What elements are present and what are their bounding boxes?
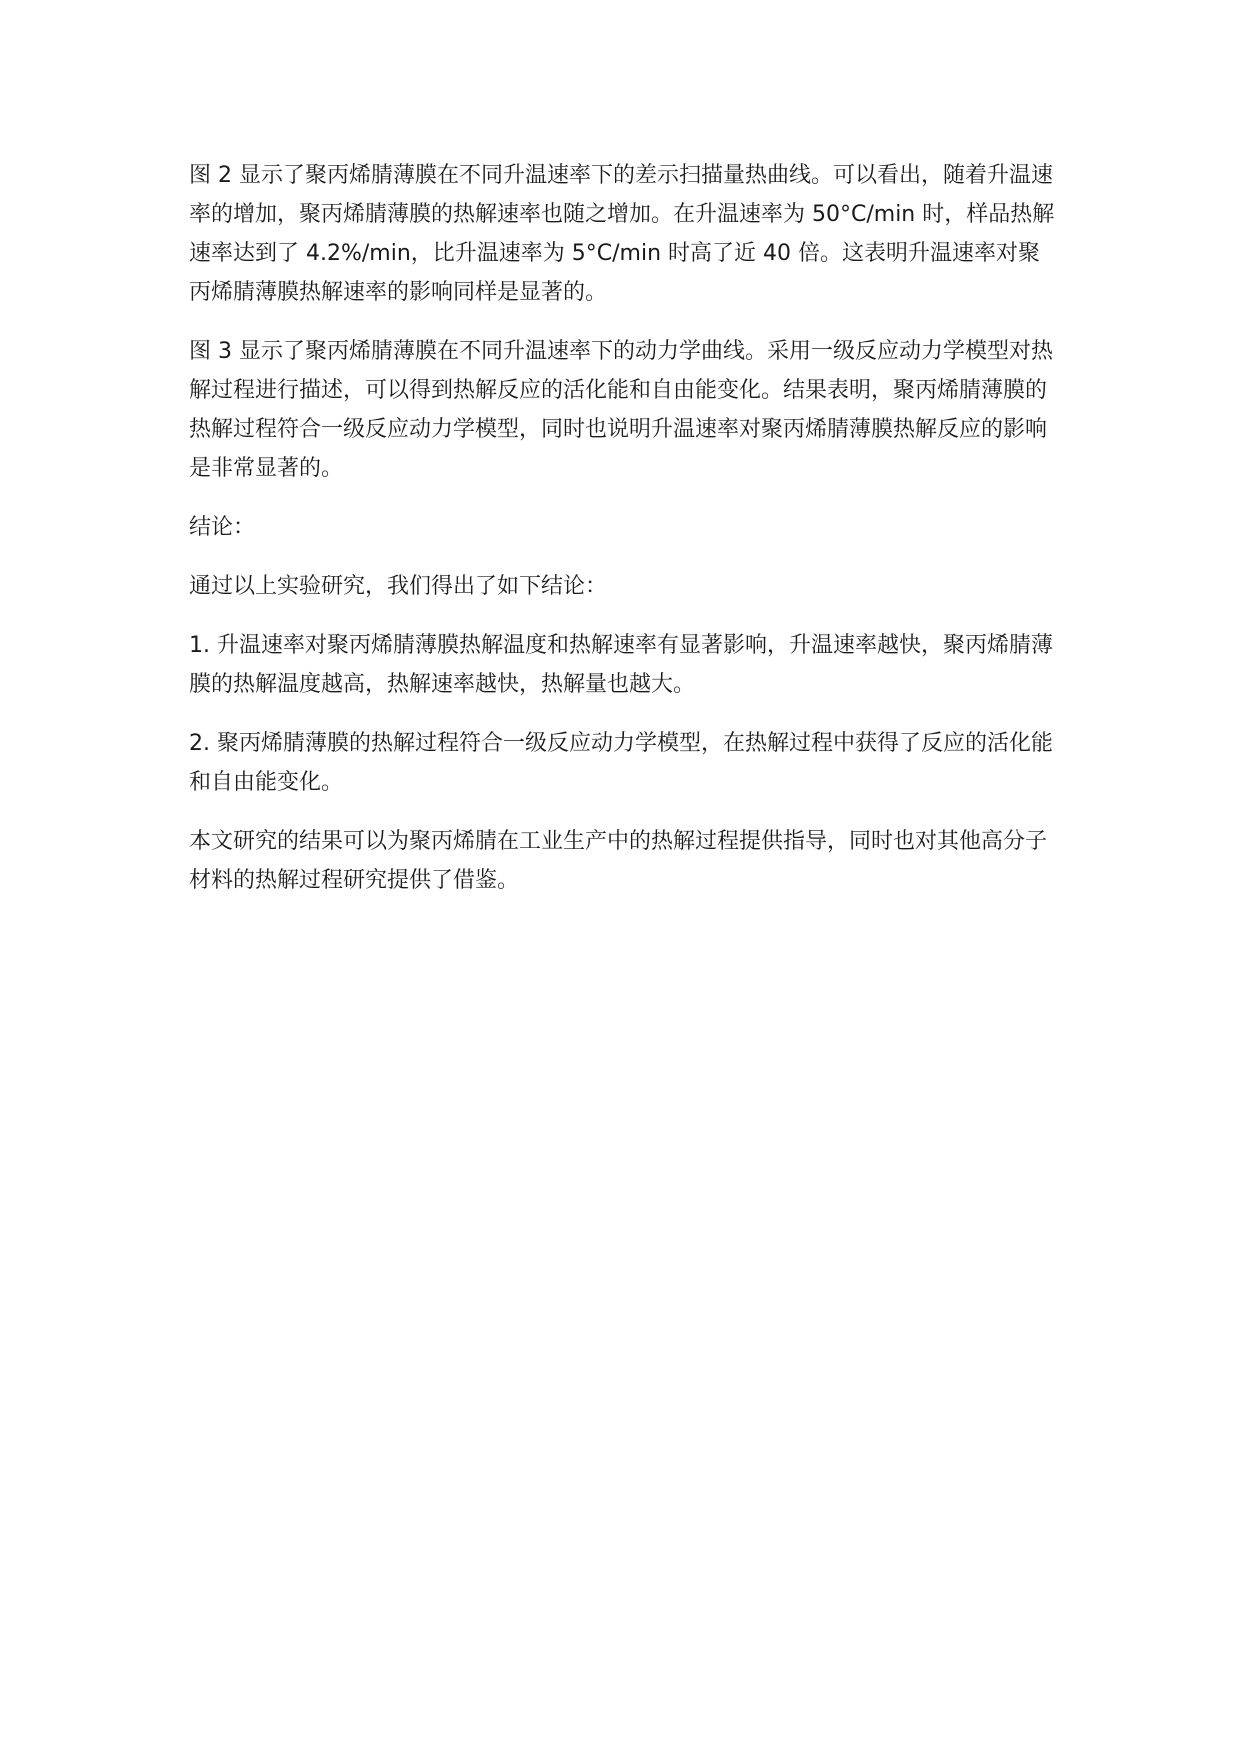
conclusion-item-1: 1. 升温速率对聚丙烯腈薄膜热解温度和热解速率有显著影响，升温速率越快，聚丙烯腈薄膜的热解温度越高，热解速率越快，热解量也越大。 [189, 633, 1053, 697]
conclusion-item-2: 2. 聚丙烯腈薄膜的热解过程符合一级反应动力学模型，在热解过程中获得了反应的活化能和自由能变化。 [189, 731, 1053, 795]
conclusion-heading: 结论： [189, 515, 256, 540]
paragraph-figure-3: 图 3 显示了聚丙烯腈薄膜在不同升温速率下的动力学曲线。采用一级反应动力学模型对热解过程进行描述，可以得到热解反应的活化能和自由能变化。结果表明，聚丙烯腈薄膜的热解过程符合一级反应动力学模型，同时也说明升温速率对聚丙烯腈薄膜热解反应的影响是非常显著的。 [189, 339, 1053, 481]
paragraph-figure-2: 图 2 显示了聚丙烯腈薄膜在不同升温速率下的差示扫描量热曲线。可以看出，随着升温速率的增加，聚丙烯腈薄膜的热解速率也随之增加。在升温速率为 50°C/min 时，样品热解速率达到了 4.2%/min，比升温速率为 5°C/min 时高了近 40 倍。这表明升温速率对聚丙烯腈薄膜热解速率的影响同样是显著的。 [189, 163, 1055, 305]
closing-paragraph: 本文研究的结果可以为聚丙烯腈在工业生产中的热解过程提供指导，同时也对其他高分子材料的热解过程研究提供了借鉴。 [189, 829, 1048, 893]
conclusion-intro: 通过以上实验研究，我们得出了如下结论： [189, 574, 608, 599]
document-body [189, 156, 1059, 920]
